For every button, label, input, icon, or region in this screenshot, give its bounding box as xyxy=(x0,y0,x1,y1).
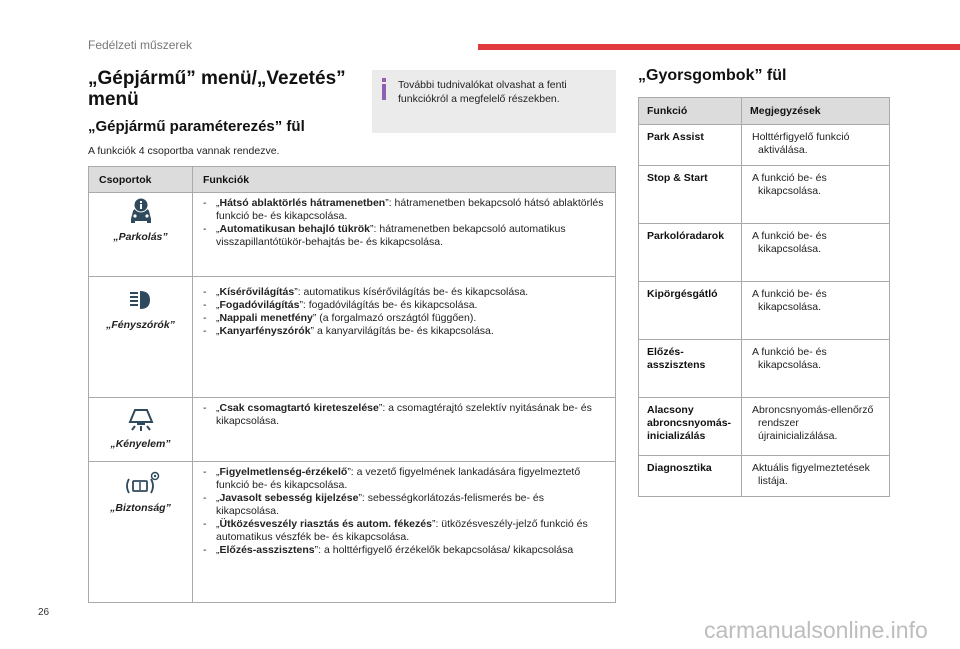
function-line: - „Csak csomagtartó kireteszelése”: a csomagtérajtó szelektív nyitásának be- és kikapcsolása. xyxy=(203,402,592,427)
section-header: Fedélzeti műszerek xyxy=(88,38,193,52)
function-line: - „Ütközésveszély riasztás és autom. fékezés”: ütközésveszély-jelző funkció és automatikus vészfék be- és kikapcsolása. xyxy=(203,518,588,543)
group-name: „Biztonság” xyxy=(110,502,171,514)
table-row xyxy=(89,277,616,398)
column-header-groups: Csoportok xyxy=(89,167,193,193)
function-note: Aktuális figyelmeztetések listája. xyxy=(742,456,890,497)
watermark: carmanualsonline.info xyxy=(704,617,928,643)
column-header-function: Funkció xyxy=(639,98,742,125)
function-note: Abroncsnyomás-ellenőrző rendszer újrainicializálása. xyxy=(742,398,890,456)
groups-table xyxy=(88,166,616,603)
info-text: További tudnivalókat olvashat a fenti funkciókról a megfelelő részekben. xyxy=(398,79,567,105)
function-line: - „Fogadóvilágítás”: fogadóvilágítás be- és kikapcsolása. xyxy=(203,299,478,311)
function-line: - „Kanyarfényszórók” a kanyarvilágítás be- és kikapcsolása. xyxy=(203,325,494,337)
function-note: A funkció be- és kikapcsolása. xyxy=(742,340,890,398)
function-name: Alacsony abroncsnyomás-inicializálás xyxy=(639,398,742,456)
table-row xyxy=(639,282,890,340)
functions-cell xyxy=(193,277,616,398)
car-info-icon xyxy=(126,197,156,225)
group-name: „Kényelem” xyxy=(110,438,171,450)
page-number: 26 xyxy=(38,607,50,618)
table-row xyxy=(639,166,890,224)
table-row xyxy=(89,462,616,603)
group-name: „Parkolás” xyxy=(113,231,168,243)
function-name: Parkolóradarok xyxy=(639,224,742,282)
function-line: - „Hátsó ablaktörlés hátramenetben”: hátramenetben bekapcsoló hátsó ablaktörlés funkció be- és kikapcsolása. xyxy=(203,197,604,222)
group-cell xyxy=(89,462,193,603)
column-header-notes: Megjegyzések xyxy=(742,98,890,125)
functions-cell xyxy=(193,462,616,603)
headlight-icon xyxy=(126,287,156,313)
intro-text: A funkciók 4 csoportba vannak rendezve. xyxy=(88,145,280,157)
quick-section-title: „Gyorsgombok” fül xyxy=(638,67,787,84)
info-box xyxy=(372,70,616,133)
page-subtitle: „Gépjármű paraméterezés” fül xyxy=(88,118,305,135)
table-row xyxy=(639,125,890,166)
table-row xyxy=(639,398,890,456)
group-cell xyxy=(89,193,193,277)
function-line: - „Előzés-asszisztens”: a holttérfigyelő érzékelők bekapcsolása/ kikapcsolása xyxy=(203,544,574,556)
functions-cell xyxy=(193,398,616,462)
table-row xyxy=(639,224,890,282)
quick-buttons-table xyxy=(638,97,890,497)
safety-settings-icon xyxy=(121,470,161,496)
function-note: A funkció be- és kikapcsolása. xyxy=(742,282,890,340)
column-header-functions: Funkciók xyxy=(193,167,616,193)
info-icon xyxy=(378,78,390,100)
interior-light-icon xyxy=(126,406,156,432)
function-note: Holttérfigyelő funkció aktiválása. xyxy=(742,125,890,166)
group-cell xyxy=(89,398,193,462)
function-name: Diagnosztika xyxy=(639,456,742,497)
function-line: - „Nappali menetfény” (a forgalmazó országtól függően). xyxy=(203,312,477,324)
function-name: Stop & Start xyxy=(639,166,742,224)
function-line: - „Javasolt sebesség kijelzése”: sebességkorlátozás-felismerés be- és kikapcsolása. xyxy=(203,492,545,517)
table-row xyxy=(89,193,616,277)
function-line: - „Automatikusan behajló tükrök”: hátramenetben bekapcsoló automatikus visszapillantótükör-behajtás be- és kikapcsolása. xyxy=(203,223,566,248)
function-line: - „Figyelmetlenség-érzékelő”: a vezető figyelmének lankadására figyelmeztető funkció be- és kikapcsolása. xyxy=(203,466,581,491)
header-accent-bar xyxy=(478,44,960,50)
function-name: Előzés-asszisztens xyxy=(639,340,742,398)
table-row xyxy=(639,340,890,398)
page-title: „Gépjármű” menü/„Vezetés” menü xyxy=(88,68,346,110)
function-name: Park Assist xyxy=(639,125,742,166)
group-cell xyxy=(89,277,193,398)
table-row xyxy=(639,456,890,497)
function-note: A funkció be- és kikapcsolása. xyxy=(742,224,890,282)
group-name: „Fényszórók” xyxy=(106,319,175,331)
function-name: Kipörgésgátló xyxy=(639,282,742,340)
functions-cell xyxy=(193,193,616,277)
table-row xyxy=(89,398,616,462)
function-line: - „Kísérővilágítás”: automatikus kísérővilágítás be- és kikapcsolása. xyxy=(203,286,529,298)
function-note: A funkció be- és kikapcsolása. xyxy=(742,166,890,224)
